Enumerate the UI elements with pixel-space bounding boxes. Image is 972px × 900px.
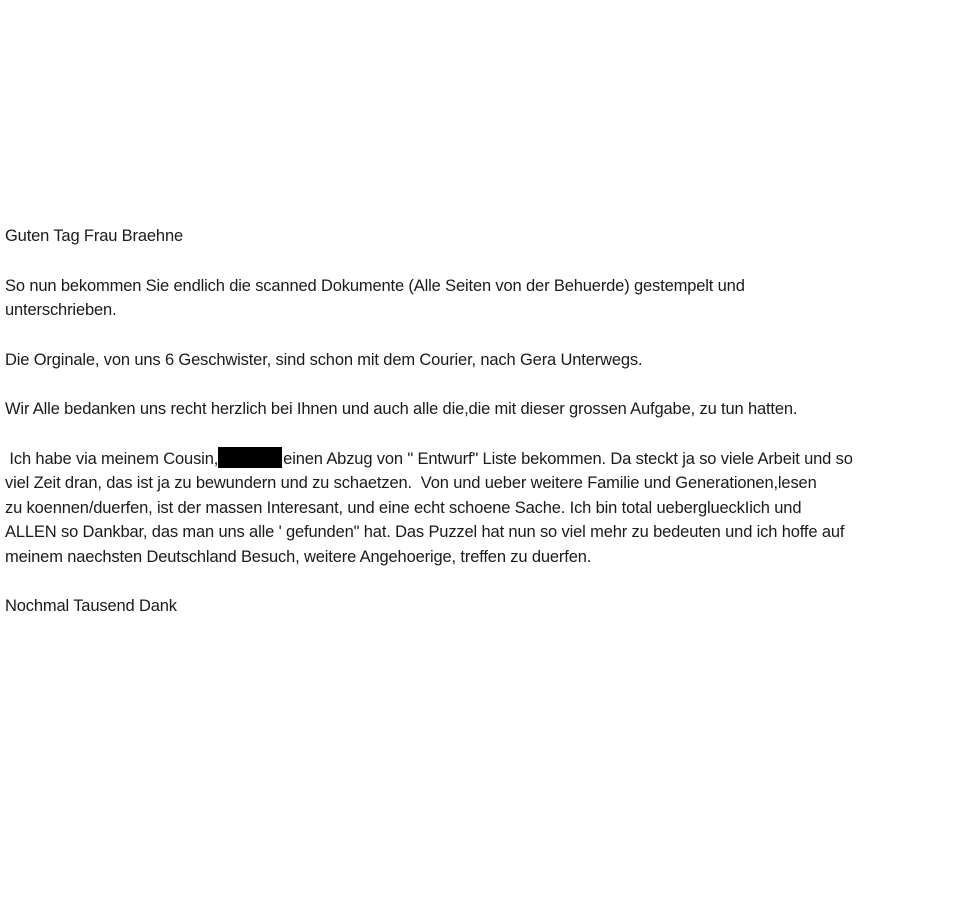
paragraph-line: ALLEN so Dankbar, das man uns alle ' gefunden" hat. Das Puzzel hat nun so viel mehr zu bedeuten und ich hoffe auf: [5, 523, 845, 541]
closing: Nochmal Tausend Dank: [5, 597, 177, 615]
paragraph-text: Ich habe via meinem Cousin,: [5, 449, 219, 468]
paragraph-documents: [5, 274, 967, 323]
paragraph-originals: Die Orginale, von uns 6 Geschwister, sind schon mit dem Courier, nach Gera Unterwegs.: [5, 350, 643, 369]
salutation: Guten Tag Frau Braehne: [5, 227, 184, 245]
paragraph-line: unterschrieben.: [5, 301, 117, 319]
letter-body: [5, 224, 967, 644]
paragraph-line: viel Zeit dran, das ist ja zu bewundern und zu schaetzen. Von und ueber weitere Familie und Generationen,lesen: [5, 474, 817, 492]
paragraph-cousin: [5, 447, 967, 570]
redaction-block: [218, 447, 282, 468]
paragraph-line: meinem naechsten Deutschland Besuch, weitere Angehoerige, treffen zu duerfen.: [5, 547, 592, 566]
paragraph-thanks: Wir Alle bedanken uns recht herzlich bei Ihnen und auch alle die,die mit dieser grossen Aufgabe, zu tun hatten.: [5, 400, 798, 418]
paragraph-text: einen Abzug von " Entwurf" Liste bekommen. Da steckt ja so viele Arbeit und so: [283, 449, 853, 468]
paragraph-line: So nun bekommen Sie endlich die scanned Dokumente (Alle Seiten von der Behuerde) gestempelt und: [5, 276, 745, 295]
paragraph-line: zu koennen/duerfen, ist der massen Interesant, und eine echt schoene Sache. Ich bin total ueberglueckIich und: [5, 498, 802, 517]
paragraph-line: [5, 447, 967, 472]
